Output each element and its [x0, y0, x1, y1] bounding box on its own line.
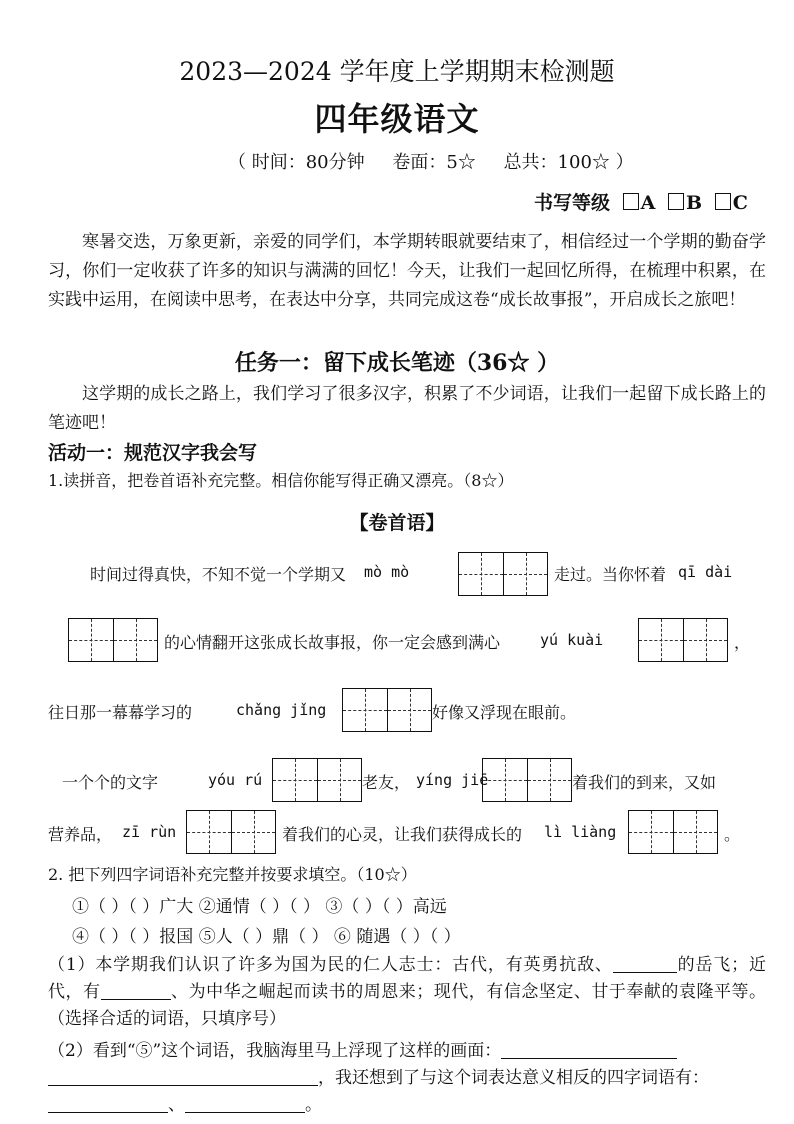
passage-line-4c: 着我们的到来，又如 — [572, 773, 717, 792]
blank-antonym-2[interactable] — [185, 1094, 305, 1113]
passage-line-4a: 一个个的文字 — [62, 773, 159, 792]
idiom-row-2: ④（ ）（ ）报国 ⑤人（ ）鼎（ ） ⑥ 随遇（ ）（ ） — [72, 927, 461, 947]
pinyin-zirun: zī rùn — [122, 823, 177, 841]
subquestion-1-text-b: 的岳飞；近代，有 — [48, 955, 766, 1002]
answer-boxes-yukuai[interactable] — [638, 618, 728, 662]
blank-yuefei[interactable] — [613, 954, 677, 973]
passage-line-3a: 往日那一幕幕学习的 — [48, 703, 193, 722]
answer-boxes-zirun[interactable] — [186, 810, 276, 854]
subquestion-2-text-a: （2）看到“⑤”这个词语，我脑海里马上浮现了这样的画面： — [48, 1041, 502, 1061]
pinyin-youru: yóu rú — [208, 771, 263, 789]
exam-meta — [228, 148, 656, 174]
blank-scene-2[interactable] — [48, 1067, 318, 1086]
writing-grade-label: 书写等级 — [534, 192, 611, 214]
pinyin-liliang: lì liàng — [544, 823, 617, 841]
exam-subject-title: 四年级语文 — [314, 100, 480, 138]
time-limit: （ 时间：80分钟 — [228, 152, 365, 173]
grade-b-label: B — [686, 192, 703, 214]
grade-a-label: A — [640, 192, 656, 214]
passage-line-5c: 。 — [724, 825, 741, 844]
subquestion-2 — [48, 1038, 766, 1119]
total-score: 总共：100☆ ） — [503, 152, 634, 173]
question1-prompt: 1.读拼音，把卷首语补充完整。相信你能写得正确又漂亮。（8☆） — [48, 471, 514, 490]
grade-c-checkbox[interactable] — [715, 193, 731, 210]
grade-a-checkbox[interactable] — [623, 193, 639, 210]
answer-boxes-qidai[interactable] — [68, 618, 158, 662]
exam-title: 2023—2024 学年度上学期期末检测题 — [179, 57, 615, 86]
grade-b-checkbox[interactable] — [668, 193, 684, 210]
answer-boxes-changjing[interactable] — [342, 688, 432, 732]
passage-line-1a: 时间过得真快，不知不觉一个学期又 — [90, 565, 347, 584]
pinyin-momo: mò mò — [364, 563, 410, 581]
pinyin-yingjie: yíng jiē — [416, 771, 489, 789]
task1-intro: 这学期的成长之路上，我们学习了很多汉字，积累了不少词语，让我们一起留下成长路上的笔迹吧！ — [48, 384, 766, 433]
idiom-row-1: ①（ ）（ ）广大 ②通情（ ）（ ） ③（ ）（ ）高远 — [72, 897, 447, 917]
writing-grade — [534, 188, 748, 215]
subquestion-2-end: 。 — [305, 1095, 322, 1115]
passage-line-2a: 的心情翻开这张成长故事报，你一定会感到满心 — [164, 633, 501, 652]
answer-boxes-yingjie[interactable] — [482, 758, 572, 802]
blank-antonym-1[interactable] — [48, 1094, 168, 1113]
grade-c-label: C — [732, 192, 748, 214]
passage-line-4b: 老友， — [362, 773, 411, 792]
blank-scene-1[interactable] — [501, 1040, 677, 1059]
subquestion-1 — [48, 952, 766, 1033]
task1-title: 任务一：留下成长笔迹（36☆ ） — [234, 350, 560, 376]
activity1-title: 活动一：规范汉字我会写 — [48, 442, 258, 464]
answer-boxes-momo[interactable] — [458, 552, 548, 596]
pinyin-yukuai: yú kuài — [540, 631, 604, 649]
passage-line-1b: 走过。当你怀着 — [554, 565, 667, 584]
subquestion-1-text-a: （1）本学期我们认识了许多为国为民的仁人志士：古代，有英勇抗敌、 — [48, 955, 613, 975]
pinyin-changjing: chǎng jǐng — [236, 701, 327, 719]
juan-shou-yu-title: 【卷首语】 — [349, 512, 445, 534]
passage-line-3b: 好像又浮现在眼前。 — [432, 703, 577, 722]
neatness-score: 卷面：5☆ — [392, 152, 476, 173]
pinyin-qidai: qī dài — [678, 563, 733, 581]
question2-prompt: 2. 把下列四字词语补充完整并按要求填空。（10☆） — [48, 865, 417, 884]
subquestion-2-sep: 、 — [168, 1095, 185, 1115]
blank-zhouenlai[interactable] — [101, 981, 171, 1000]
answer-boxes-youru[interactable] — [272, 758, 362, 802]
intro-paragraph: 寒暑交迭，万象更新，亲爱的同学们，本学期转眼就要结束了，相信经过一个学期的勤奋学习，你们一定收获了许多的知识与满满的回忆！今天，让我们一起回忆所得，在梳理中积累，在实践中运用，在阅读中思考，在表达中分享，共同完成这卷“成长故事报”，开启成长之旅吧！ — [48, 232, 766, 310]
passage-line-5b: 着我们的心灵，让我们获得成长的 — [282, 825, 523, 844]
passage-line-2b: ， — [734, 633, 751, 652]
subquestion-2-text-b: ，我还想到了与这个词表达意义相反的四字词语有： — [318, 1068, 709, 1088]
subquestion-1-text-c: 、为中华之崛起而读书的周恩来；现代，有信念坚定、甘于奉献的袁隆平等。（选择合适的词语，只填序号） — [48, 982, 767, 1029]
passage-line-5a: 营养品， — [48, 825, 113, 844]
answer-boxes-liliang[interactable] — [628, 810, 718, 854]
